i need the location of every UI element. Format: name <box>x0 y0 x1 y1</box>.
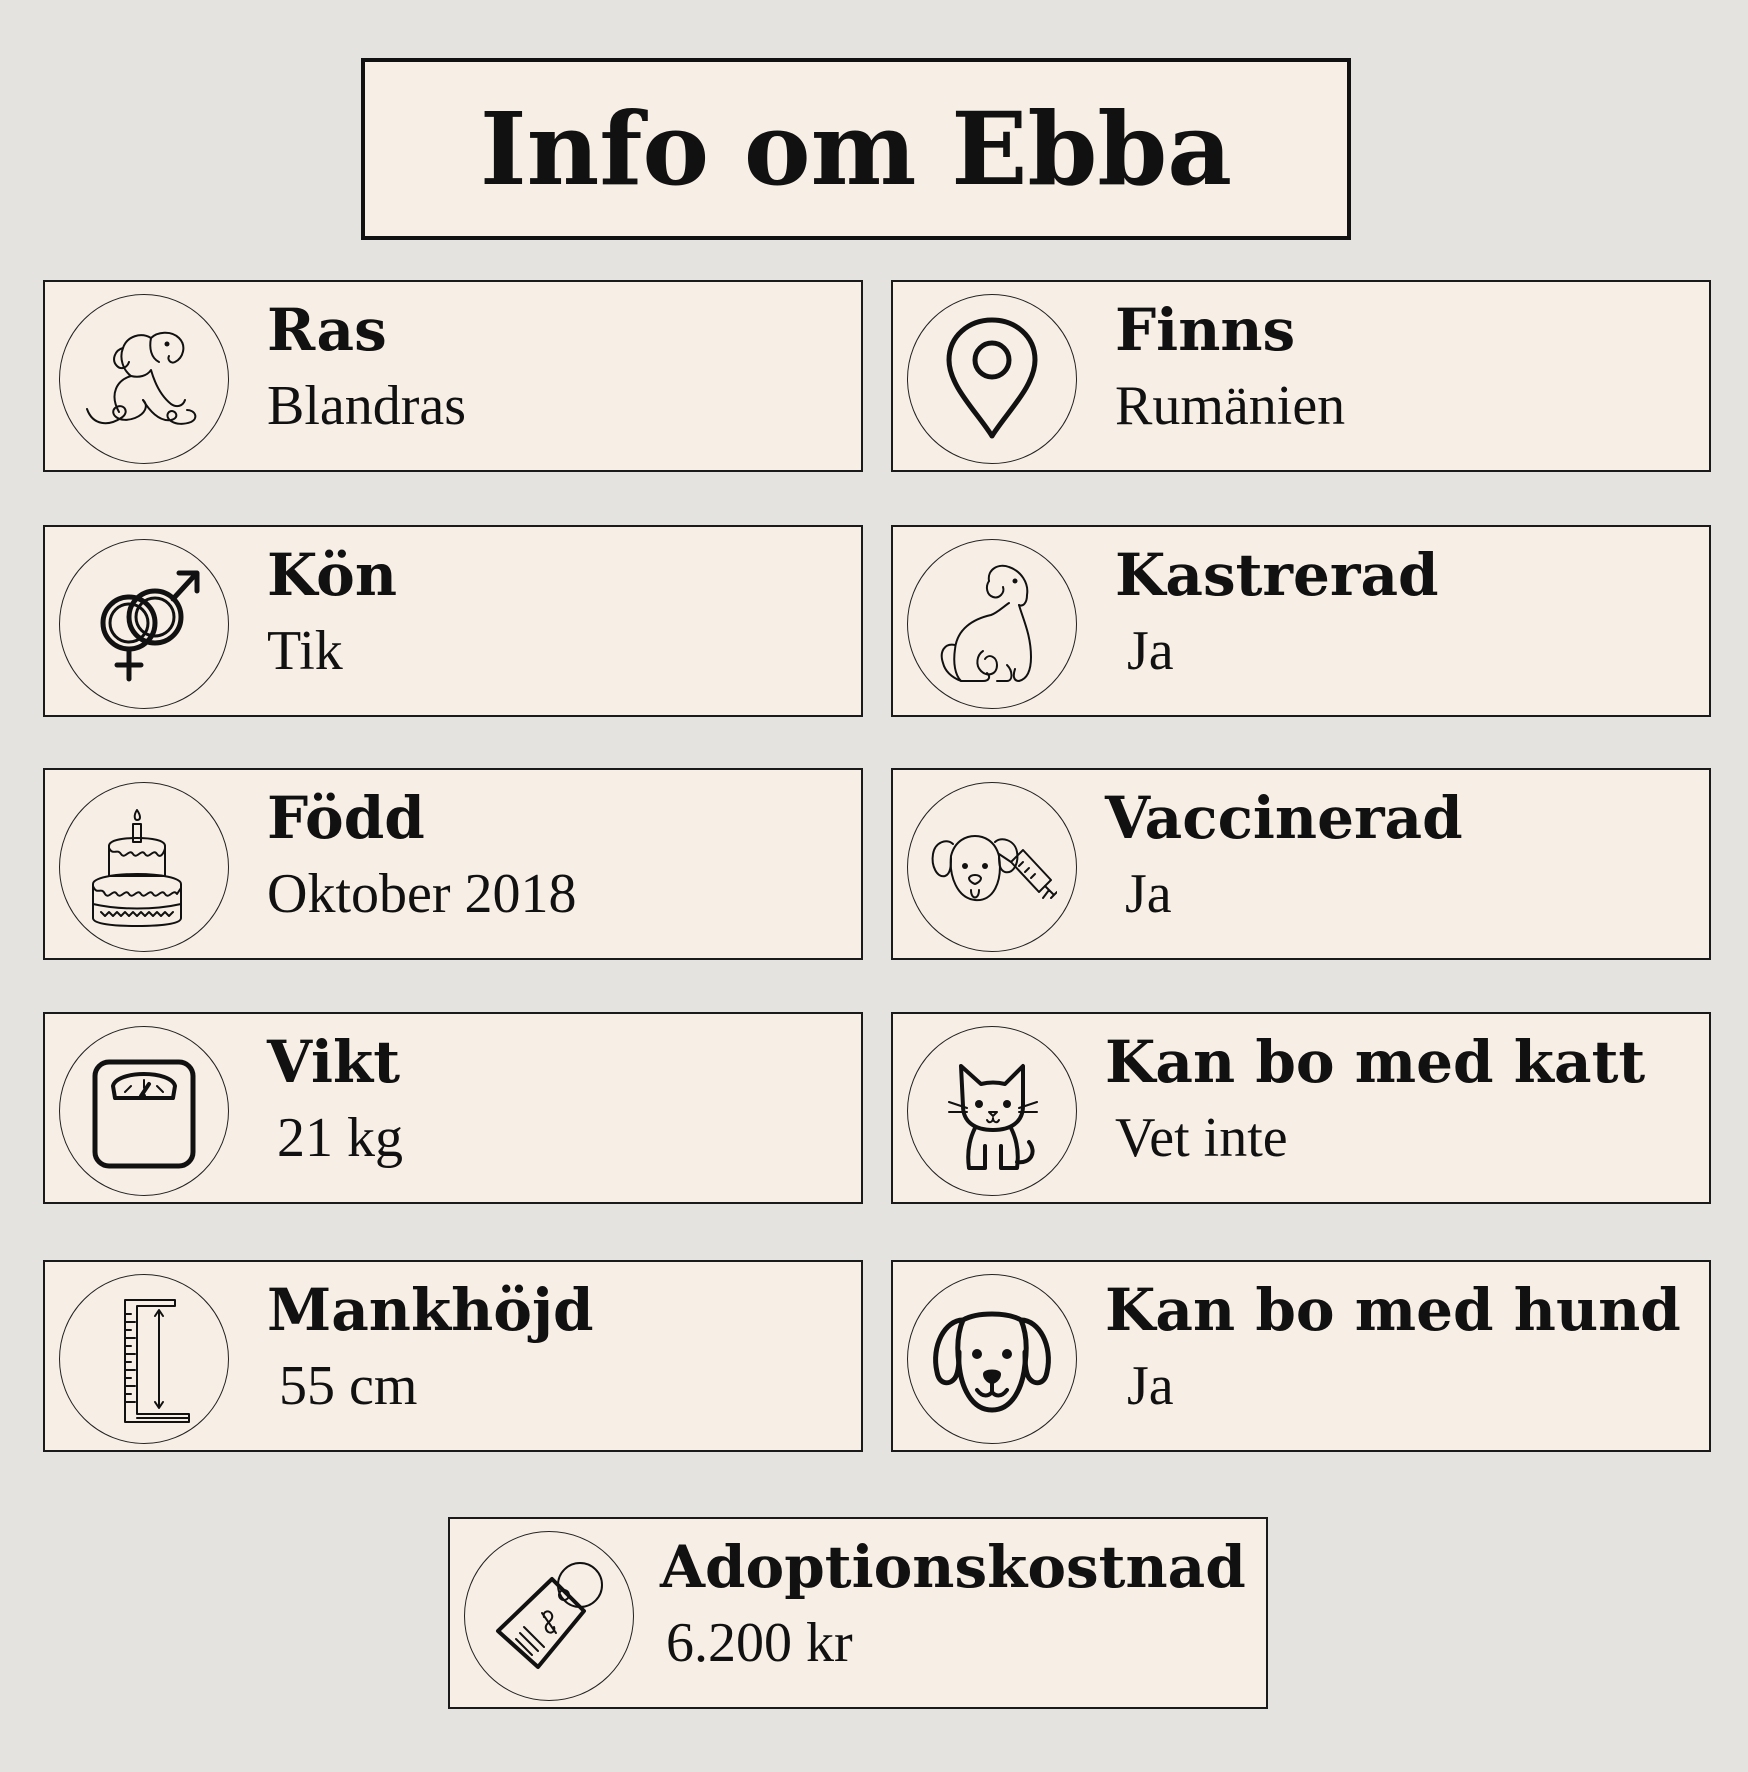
sitting-dog-icon <box>907 539 1077 709</box>
card-label: Vikt <box>267 1028 400 1096</box>
card-finns <box>891 280 1711 472</box>
page-title: Info om Ebba <box>479 90 1233 208</box>
card-ras <box>43 280 863 472</box>
cat-icon <box>907 1026 1077 1196</box>
card-katt <box>891 1012 1711 1204</box>
title-box <box>361 58 1351 240</box>
card-mankhojd <box>43 1260 863 1452</box>
dog-syringe-icon <box>907 782 1077 952</box>
dog-line-icon <box>59 294 229 464</box>
card-label: Kan bo med hund <box>1105 1276 1681 1344</box>
card-value: Ja <box>1127 1355 1174 1417</box>
birthday-cake-icon <box>59 782 229 952</box>
card-value: Ja <box>1125 863 1172 925</box>
dog-face-icon <box>907 1274 1077 1444</box>
card-vikt <box>43 1012 863 1204</box>
card-value: Blandras <box>267 375 467 437</box>
scale-icon <box>59 1026 229 1196</box>
card-vaccinerad <box>891 768 1711 960</box>
card-label: Kastrerad <box>1115 541 1439 609</box>
card-value: 6.200 kr <box>666 1612 853 1674</box>
card-value: Tik <box>267 620 343 682</box>
card-hund <box>891 1260 1711 1452</box>
card-label: Vaccinerad <box>1105 784 1463 852</box>
card-label: Finns <box>1115 296 1296 364</box>
card-label: Ras <box>267 296 387 364</box>
card-kostnad <box>448 1517 1268 1709</box>
card-kon <box>43 525 863 717</box>
price-tag-icon <box>464 1531 634 1701</box>
card-label: Kön <box>267 541 397 609</box>
card-fodd <box>43 768 863 960</box>
card-label: Adoptionskostnad <box>660 1533 1246 1601</box>
height-ruler-icon <box>59 1274 229 1444</box>
card-label: Född <box>267 784 425 852</box>
card-value: Rumänien <box>1115 375 1346 437</box>
card-value: Ja <box>1127 620 1174 682</box>
gender-symbols-icon <box>59 539 229 709</box>
card-value: 21 kg <box>277 1107 403 1169</box>
card-label: Mankhöjd <box>267 1276 594 1344</box>
card-value: 55 cm <box>279 1355 418 1417</box>
card-value: Oktober 2018 <box>267 863 577 925</box>
card-kastrerad <box>891 525 1711 717</box>
card-value: Vet inte <box>1115 1107 1288 1169</box>
card-label: Kan bo med katt <box>1105 1028 1646 1096</box>
location-pin-icon <box>907 294 1077 464</box>
